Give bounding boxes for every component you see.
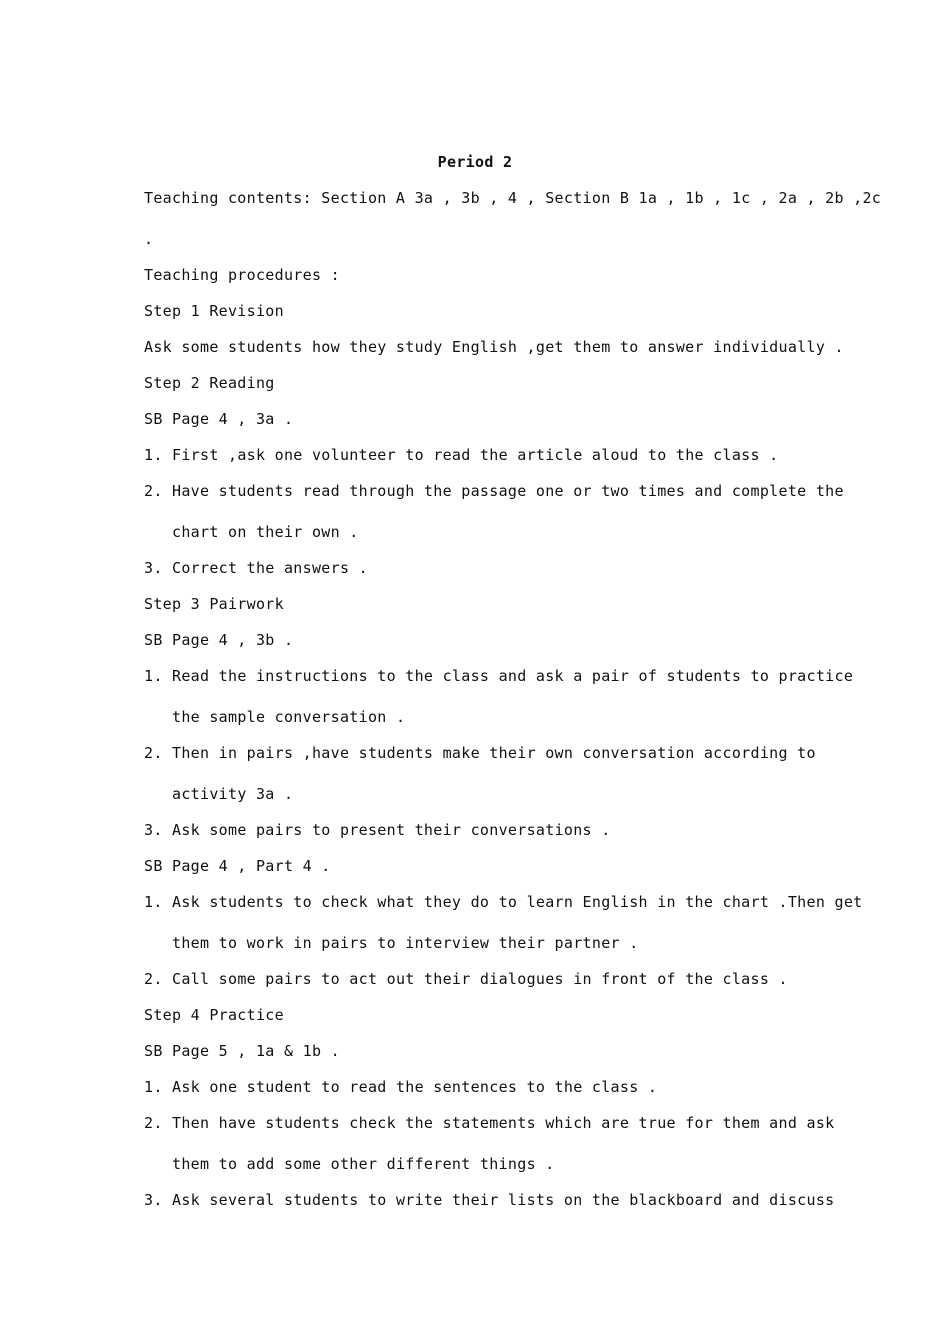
list-text-continued: them to add some other different things .: [172, 1155, 555, 1173]
list-item: [144, 1111, 835, 1176]
list-item: [144, 479, 844, 544]
step1-text: Ask some students how they study English ,get them to answer individually .: [144, 338, 844, 356]
list-text: Call some pairs to act out their dialogues in front of the class .: [172, 970, 788, 988]
list-number: 3.: [144, 821, 163, 839]
step3-heading: Step 3 Pairwork: [144, 595, 284, 613]
list-number: 1.: [144, 893, 163, 911]
list-number: 3.: [144, 1191, 163, 1209]
list-item: [144, 741, 816, 806]
procedures-label: Teaching procedures :: [144, 266, 340, 284]
list-text-continued: chart on their own .: [172, 523, 359, 541]
list-text: Ask several students to write their lists on the blackboard and discuss: [172, 1191, 835, 1209]
page-title: Period 2: [437, 153, 513, 171]
step1-heading: Step 1 Revision: [144, 302, 284, 320]
list-item: [144, 967, 806, 991]
teaching-contents: [144, 186, 882, 251]
list-number: 1.: [144, 1078, 163, 1096]
step4-ref: SB Page 5 , 1a & 1b .: [144, 1042, 340, 1060]
list-text: Ask some pairs to present their conversations .: [172, 821, 611, 839]
list-text: Ask students to check what they do to learn English in the chart .Then get: [172, 893, 863, 911]
list-item: [144, 556, 806, 580]
list-number: 2.: [144, 1114, 163, 1132]
list-item: [144, 818, 806, 842]
list-text: Then have students check the statements which are true for them and ask: [172, 1114, 835, 1132]
list-text-continued: the sample conversation .: [172, 708, 406, 726]
list-text: First ,ask one volunteer to read the article aloud to the class .: [172, 446, 779, 464]
list-text: Read the instructions to the class and ask a pair of students to practice: [172, 667, 854, 685]
list-item: [144, 443, 806, 467]
teaching-contents-text: Teaching contents: Section A 3a , 3b , 4 , Section B 1a , 1b , 1c , 2a , 2b ,2c: [144, 189, 882, 207]
list-number: 2.: [144, 744, 163, 762]
step3-ref1: SB Page 4 , 3b .: [144, 631, 294, 649]
list-item: [144, 664, 854, 729]
list-number: 2.: [144, 970, 163, 988]
step2-heading: Step 2 Reading: [144, 374, 275, 392]
step4-heading: Step 4 Practice: [144, 1006, 284, 1024]
list-number: 3.: [144, 559, 163, 577]
list-number: 2.: [144, 482, 163, 500]
list-text-continued: them to work in pairs to interview their partner .: [172, 934, 639, 952]
list-text: Have students read through the passage one or two times and complete the: [172, 482, 844, 500]
list-number: 1.: [144, 446, 163, 464]
list-item: [144, 1188, 835, 1212]
list-text: Correct the answers .: [172, 559, 368, 577]
list-text-continued: activity 3a .: [172, 785, 294, 803]
step3-ref2: SB Page 4 , Part 4 .: [144, 857, 331, 875]
list-text: Ask one student to read the sentences to the class .: [172, 1078, 658, 1096]
document-page: [144, 150, 882, 1224]
list-text: Then in pairs ,have students make their own conversation according to: [172, 744, 816, 762]
list-item: [144, 1075, 806, 1099]
step2-ref: SB Page 4 , 3a .: [144, 410, 294, 428]
list-number: 1.: [144, 667, 163, 685]
list-item: [144, 890, 863, 955]
teaching-contents-tail: .: [144, 230, 154, 248]
